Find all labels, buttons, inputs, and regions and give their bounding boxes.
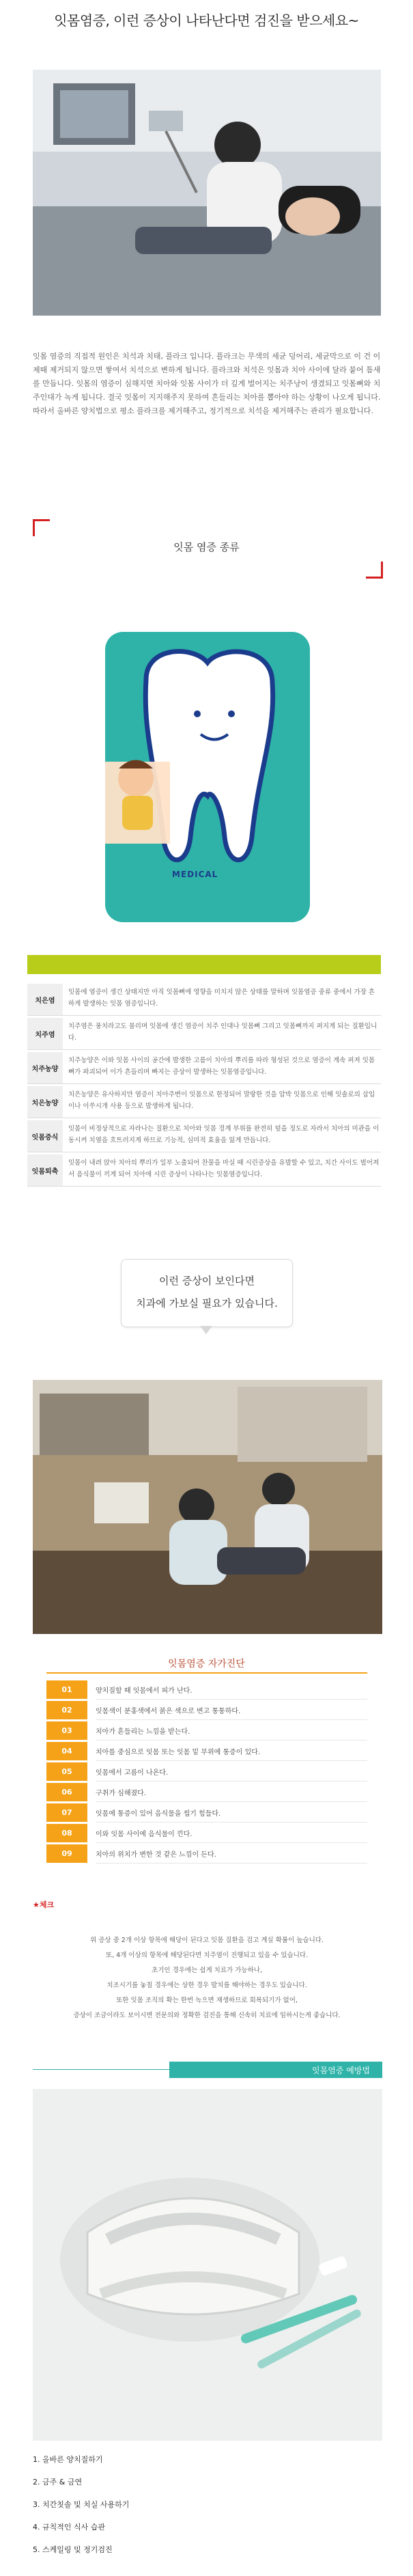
type-row [27,1120,381,1152]
medical-label: MEDICAL [172,870,218,879]
type-name: 잇몸증식 [27,1120,63,1152]
checklist-number: 05 [46,1762,87,1781]
check-note-line: 또, 4개 이상의 항목에 해당된다면 치주염이 진행되고 있을 수 있습니다. [105,1952,309,1959]
checklist-item [46,1721,367,1741]
type-name: 잇몸퇴축 [27,1154,63,1186]
type-desc: 치주염은 풍치라고도 불리며 잇몸에 생긴 염증이 치주 인대나 잇몸뼈 그리고 잇몸뼈까지 퍼지게 되는 질환입니다. [68,1023,378,1042]
checklist-number: 08 [46,1824,87,1842]
checklist-text: 잇몸에서 고름이 나온다. [96,1762,367,1782]
checklist-item [46,1783,367,1802]
type-row [27,984,381,1016]
type-name: 치은농양 [27,1086,63,1118]
type-name: 치주염 [27,1018,63,1049]
cta-line-1: 이런 증상이 보인다면 [159,1275,255,1287]
types-heading: 잇몸 염증 종류 [173,541,240,553]
type-desc: 잇몸이 비정상적으로 자라나는 질환으로 치아와 잇몸 경계 부위를 완전히 덮을 정도로 자라서 치아의 미관을 이동시켜 치열을 흐트러지게 하므로 기능적, 심미적 효율을 잃게 만듭니다. [68,1125,380,1144]
dental-clinic-photo [33,1380,382,1634]
type-row [27,1018,381,1050]
checklist-heading: 잇몸염증 자가진단 [168,1659,245,1670]
checklist-item [46,1742,367,1761]
prevention-item: 5. 스케일링 및 정기검진 [33,2545,113,2554]
checklist-text: 치아가 흔들리는 느낌을 받는다. [96,1721,367,1741]
prevention-item: 1. 올바른 양치질하기 [33,2455,103,2464]
prevention-heading-bar [169,2062,382,2078]
checklist-item [46,1824,367,1843]
corner-bracket-left [33,519,50,536]
checklist-item [46,1762,367,1782]
checklist-number: 02 [46,1701,87,1719]
check-note-line: 초기인 경우에는 쉽게 치료가 가능하나, [152,1967,262,1974]
page-title: 잇몸염증, 이런 증상이 나타난다면 검진을 받으세요~ [54,12,359,29]
corner-bracket-right [366,562,383,579]
cta-line-2: 치과에 가보실 필요가 있습니다. [136,1297,278,1310]
checklist-top-rule [46,1672,367,1674]
dental-exam-photo [33,70,381,316]
prevention-item: 4. 규칙적인 식사 습관 [33,2523,105,2532]
tooth-illustration [105,632,310,922]
check-note-line: 증상이 조금이라도 보이시면 전문의와 정확한 검진을 통해 신속히 치료에 임하시는게 좋습니다. [73,2012,341,2019]
check-badge: ★체크 [33,1900,55,1909]
checklist-item [46,1680,367,1700]
checklist-text: 치아의 위치가 변한 것 같은 느낌이 든다. [96,1844,367,1864]
checklist-number: 03 [46,1721,87,1740]
prevention-list [33,2448,129,2561]
type-name: 치주농양 [27,1052,63,1083]
type-desc: 치주농양은 이와 잇몸 사이의 공간에 발생한 고름이 치아의 뿌리를 따라 형성된 것으로 염증이 계속 퍼져 잇몸뼈가 파괴되어 이가 흔들리며 빠지는 증상이 발생하는 잇몸염증입니다. [68,1057,375,1076]
checklist-number: 07 [46,1803,87,1822]
checklist-number: 01 [46,1680,87,1699]
prevention-item: 2. 금주 & 금연 [33,2478,83,2487]
checklist-text: 치아를 중심으로 잇몸 또는 잇몸 밑 부위에 통증이 있다. [96,1742,367,1761]
tooth-mold-photo [33,2089,382,2441]
type-row [27,1154,381,1187]
checklist-item [46,1803,367,1823]
type-desc: 치은농양은 유사하지만 염증이 치아주변이 잇몸으로 한정되어 말랑한 것을 압박 잇몸으로 인해 잇솔로의 삽입이나 이쑤시개 사용 등으로 발생하게 됩니다. [68,1091,375,1110]
checklist-text: 양치질할 때 잇몸에서 피가 난다. [96,1680,367,1700]
type-name: 치은염 [27,984,63,1015]
check-note-line: 치조시기를 놓칠 경우에는 상한 경우 발치를 해야하는 경우도 있습니다. [106,1982,307,1989]
check-note-line: 또한 잇몸 조직의 확는 한번 녹으면 재생하므로 회복되기가 없어, [116,1997,298,2004]
checklist-number: 09 [46,1844,87,1863]
check-note-text [33,1933,381,2023]
checklist-number: 06 [46,1783,87,1801]
cta-bubble-tail [200,1326,212,1334]
checklist-number: 04 [46,1742,87,1760]
checklist-item [46,1701,367,1720]
cta-bubble [121,1259,293,1327]
types-divider-bar [27,955,381,974]
type-desc: 잇몸이 내려 앉아 치아의 뿌리가 일부 노출되어 찬물을 마실 때 시린증상을 유발할 수 있고, 치간 사이도 벌어져서 음식물이 끼게 되어 치아에 시린 증상이 나타나는 잇몸염증입니다. [68,1159,380,1178]
prevention-item: 3. 치간칫솔 및 치실 사용하기 [33,2500,130,2509]
checklist-text: 구취가 심해졌다. [96,1783,367,1802]
type-row [27,1052,381,1084]
prevention-heading: 잇몸염증 예방법 [312,2066,370,2075]
type-desc: 잇몸에 염증이 생긴 상태지만 아직 잇몸뼈에 영향을 미치지 않은 상태를 말하며 잇몸염증 중류 중에서 가장 흔하게 발생하는 잇몸 염증입니다. [68,988,375,1008]
intro-paragraph: 잇몸 염증의 직접적 원인은 치석과 치태, 플라크 입니다. 플라크는 무색의 세균 덩어리, 세균막으로 이 건 이 제때 제거되지 않으면 쌓여서 치석으로 변하게 됩니다. 플라크와 치석은 잇몸과 치아 사이에 달라 붙어 틈새를 만듭니다. 잇몸의 염증이 심해지면 치아와 잇몸 사이가 더 깊게 벌어지는 치주낭이 생겼되고 잇몸뼈와 치주인대가 녹게 됩니다. 결국 잇몸이 지지해주지 못하여 흔들리는 치아를 뽑아야 하는 상황이 나오게 됩니다. 따라서 올바른 양치법으로 평소 플라크를 제거해주고, 정기적으로 치석을 제거해주는 관리가 필요합니다. [33,352,381,415]
checklist-text: 잇몸에 통증이 있어 음식물을 씹기 힘들다. [96,1803,367,1823]
checklist-item [46,1844,367,1864]
type-row [27,1086,381,1118]
check-note-line: 위 증상 중 2개 이상 항목에 해당이 된다고 잇몸 질환을 검고 계실 확률이 높습니다. [90,1937,324,1944]
checklist-text: 이와 잇몸 사이에 음식물이 낀다. [96,1824,367,1843]
checklist-text: 잇몸색이 분홍색에서 붉은 색으로 변고 통통하다. [96,1701,367,1720]
prevention-rule [33,2069,169,2070]
